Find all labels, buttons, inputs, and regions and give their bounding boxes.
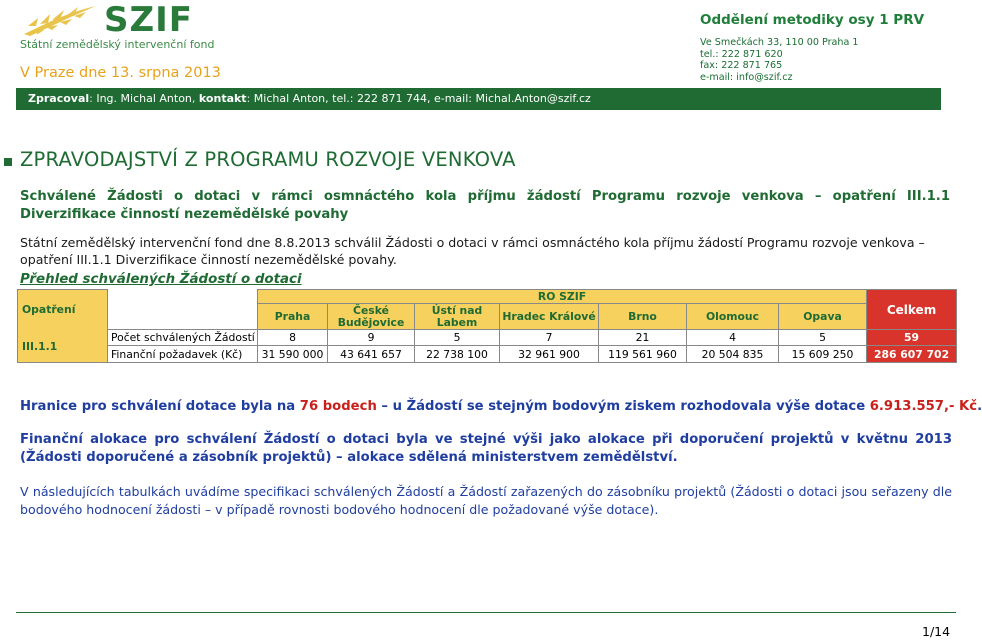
ro-szif-header: RO SZIF — [258, 290, 867, 304]
table-cell: 9 — [328, 330, 415, 346]
table-cell: 21 — [599, 330, 687, 346]
table-cell: 31 590 000 — [258, 346, 328, 363]
region-header: Hradec Králové — [500, 304, 599, 330]
table-cell: 8 — [258, 330, 328, 346]
region-header: Olomouc — [687, 304, 779, 330]
region-header: Brno — [599, 304, 687, 330]
header-blank — [108, 290, 258, 330]
threshold-amount: 6.913.557,- Kč — [869, 399, 978, 414]
threshold-note — [20, 399, 982, 414]
total-cell: 286 607 702 — [867, 346, 957, 363]
zpracoval-label: Zpracoval — [28, 92, 90, 105]
page-title: ZPRAVODAJSTVÍ Z PROGRAMU ROZVOJE VENKOVA — [20, 148, 516, 171]
total-cell: 59 — [867, 330, 957, 346]
table-cell: 15 609 250 — [779, 346, 867, 363]
kontakt-value[interactable]: Michal Anton, tel.: 222 871 744, e-mail: Michal.Anton@szif.cz — [253, 92, 591, 105]
date-line: V Praze dne 13. srpna 2013 — [20, 65, 221, 81]
zpracoval-value: Ing. Michal Anton — [96, 92, 192, 105]
table-cell: 5 — [415, 330, 500, 346]
title-bullet-icon — [4, 158, 12, 166]
table-cell: 43 641 657 — [328, 346, 415, 363]
szif-logo-text: SZIF — [104, 0, 194, 40]
opatreni-code: III.1.1 — [22, 340, 58, 353]
table-cell: 5 — [779, 330, 867, 346]
region-header: České Budějovice — [328, 304, 415, 330]
table-cell: 20 504 835 — [687, 346, 779, 363]
region-header: Ústí nad Labem — [415, 304, 500, 330]
opatreni-cell — [18, 290, 108, 363]
intro-paragraph: Státní zemědělský intervenční fond dne 8.8.2013 schválil Žádosti o dotaci v rámci osmnáctého kola příjmu žádostí Programu rozvoje venkova – opatření III.1.1 Diverzifikace činností nezemědělské povahy. — [20, 235, 925, 267]
author-bar: Zpracoval: Ing. Michal Anton, kontakt: Michal Anton, tel.: 222 871 744, e-mail: Michal.Anton@szif.cz — [16, 88, 941, 110]
threshold-text: – u Žádostí se stejným bodovým ziskem rozhodovala výše dotace — [376, 399, 870, 414]
table-row — [18, 346, 957, 363]
approved-applications-table — [17, 289, 957, 363]
department-title: Oddělení metodiky osy 1 PRV — [700, 12, 925, 28]
section-subheading: Schválené Žádosti o dotaci v rámci osmnáctého kola příjmu žádostí Programu rozvoje venkova – opatření III.1.1 Diverzifikace činností nezemědělské povahy — [20, 189, 950, 222]
table-title: Přehled schválených Žádostí o dotaci — [20, 272, 302, 287]
region-header: Praha — [258, 304, 328, 330]
specification-paragraph: V následujících tabulkách uvádíme specifikaci schválených Žádostí a Žádostí zařazených do zásobníku projektů (Žádosti o dotaci jsou seřazeny dle bodového hodnocení žádosti – v případě rovnosti bodového hodnocení dle požadované výše dotace). — [20, 484, 952, 517]
row-label: Počet schválených Žádostí — [108, 330, 258, 346]
footer-divider — [16, 612, 956, 613]
region-header: Opava — [779, 304, 867, 330]
address: Ve Smečkách 33, 110 00 Praha 1 — [700, 37, 859, 48]
contact-block — [700, 37, 859, 83]
logo-subtitle: Státní zemědělský intervenční fond — [20, 38, 215, 51]
allocation-paragraph: Finanční alokace pro schválení Žádostí o dotaci byla ve stejné výši jako alokace při doporučení projektů v květnu 2013 (Žádosti doporučené a zásobník projektů) – alokace sdělená ministerstvem zemědělství. — [20, 432, 952, 465]
total-header: Celkem — [867, 290, 957, 330]
opatreni-label: Opatření — [22, 303, 76, 316]
row-label: Finanční požadavek (Kč) — [108, 346, 258, 363]
threshold-points: 76 bodech — [299, 399, 377, 414]
email-link[interactable]: e-mail: info@szif.cz — [700, 71, 793, 83]
telephone: tel.: 222 871 620 — [700, 48, 783, 60]
szif-wheat-logo-icon — [22, 4, 98, 36]
fax: fax: 222 871 765 — [700, 60, 783, 71]
table-row — [18, 330, 957, 346]
threshold-text: Hranice pro schválení dotace byla na — [20, 399, 300, 414]
kontakt-label: kontakt — [198, 92, 247, 105]
table-cell: 22 738 100 — [415, 346, 500, 363]
table-cell: 4 — [687, 330, 779, 346]
table-cell: 7 — [500, 330, 599, 346]
table-cell: 119 561 960 — [599, 346, 687, 363]
threshold-text: . — [977, 399, 982, 414]
page-number: 1/14 — [922, 624, 951, 639]
table-cell: 32 961 900 — [500, 346, 599, 363]
